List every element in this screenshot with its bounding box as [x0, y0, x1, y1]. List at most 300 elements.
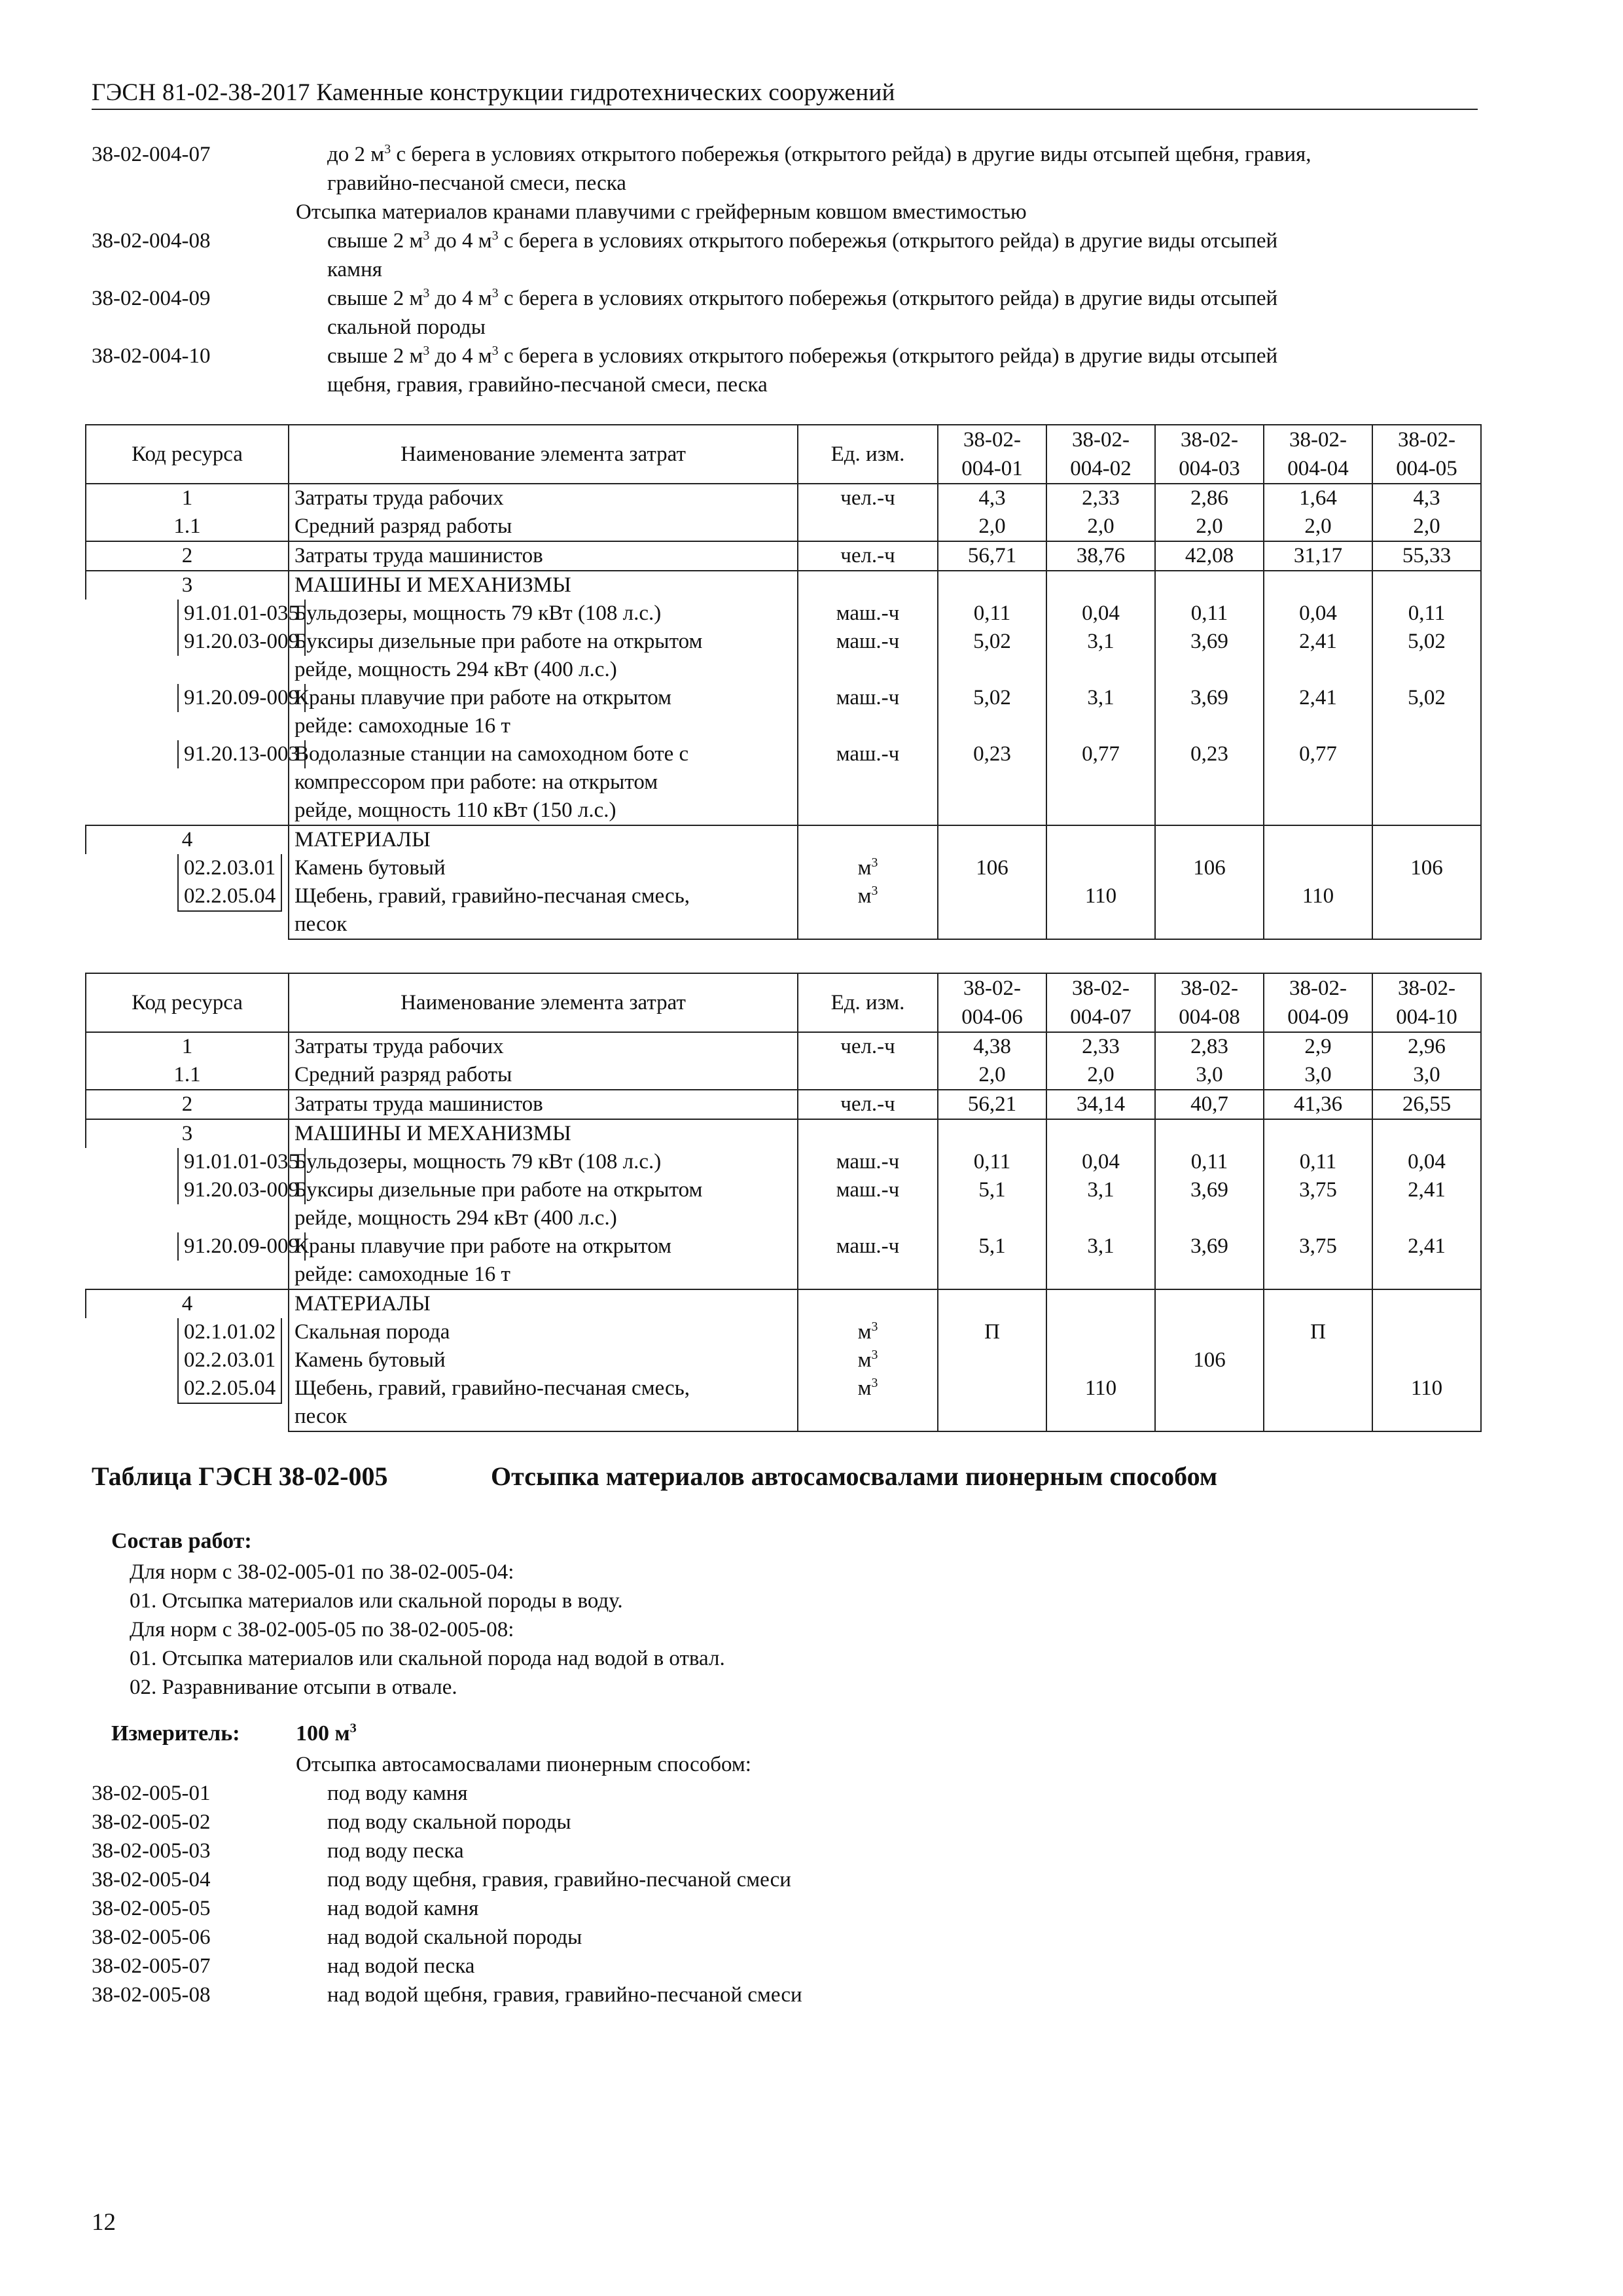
cell-text-line: Камень бутовый — [294, 856, 446, 880]
cell-resource-code: 2 — [86, 541, 289, 571]
cell-resource-code: 91.20.09-009 — [177, 1232, 306, 1261]
document-header: ГЭСН 81-02-38-2017 Каменные конструкции гидротехнических сооружений — [92, 79, 895, 106]
cell-value — [1264, 1289, 1372, 1318]
cell-value: 2,33 — [1046, 1032, 1155, 1061]
cell-text-line: МАТЕРИАЛЫ — [294, 828, 431, 852]
cell-unit: чел.-ч — [798, 541, 938, 571]
cell-cost-element — [289, 541, 798, 571]
cell-unit: $м^3$ — [798, 1318, 938, 1346]
cell-text-line: Затраты труда рабочих — [294, 1035, 504, 1058]
resource-table-2 — [85, 973, 1482, 1432]
cell-value — [1155, 1318, 1264, 1346]
cell-text-line: рейде, мощность 110 кВт (150 л.с.) — [294, 798, 616, 822]
intro-item — [0, 226, 1623, 284]
header-norm-line1: 38-02- — [1072, 977, 1130, 1000]
cell-value: 3,0 — [1372, 1061, 1481, 1090]
table-title — [92, 1461, 1218, 1492]
cell-text-line: рейде, мощность 294 кВт (400 л.с.) — [294, 1206, 617, 1230]
cell-cost-element — [289, 1374, 798, 1431]
cell-unit — [798, 512, 938, 541]
intro-list — [0, 140, 1623, 399]
header-norm-column — [1155, 973, 1264, 1032]
work-line: Для норм с 38-02-005-01 по 38-02-005-04: — [130, 1560, 514, 1584]
cell-value: 3,75 — [1264, 1176, 1372, 1232]
header-norm-line1: 38-02- — [1289, 977, 1347, 1000]
cell-value — [938, 825, 1046, 854]
table-row — [86, 484, 1481, 512]
cell-cost-element — [289, 684, 798, 740]
header-norm-line2: 004-02 — [1070, 457, 1132, 480]
cell-unit: маш.-ч — [798, 740, 938, 825]
norm-list — [0, 1750, 1623, 2009]
measure-label: Измеритель: — [111, 1721, 240, 1746]
cell-resource-code: 3 — [86, 571, 289, 600]
cell-value: 110 — [1046, 882, 1155, 939]
header-norm-line2: 004-08 — [1179, 1005, 1240, 1029]
norm-code: 38-02-005-01 — [92, 1782, 211, 1805]
cell-value: 2,41 — [1264, 684, 1372, 740]
cell-text-line: песок — [294, 1405, 348, 1428]
cell-cost-element — [289, 484, 798, 512]
cell-text-line: Бульдозеры, мощность 79 кВт (108 л.с.) — [294, 601, 662, 625]
cell-value: 2,41 — [1372, 1232, 1481, 1289]
cell-value: 26,55 — [1372, 1090, 1481, 1119]
cell-value — [1372, 1289, 1481, 1318]
cell-value: 4,3 — [1372, 484, 1481, 512]
table-row — [86, 882, 1481, 939]
cell-resource-code: 02.2.05.04 — [177, 1374, 282, 1404]
cell-value — [1046, 825, 1155, 854]
measure-value: 100 $м^3$ — [296, 1721, 357, 1746]
header-norm-column — [1264, 425, 1372, 484]
cell-value — [1264, 571, 1372, 600]
norm-desc-line2: скальной породы — [327, 315, 486, 339]
cell-text-line: МАШИНЫ И МЕХАНИЗМЫ — [294, 573, 571, 597]
cell-value: 110 — [1046, 1374, 1155, 1431]
cell-value: 5,1 — [938, 1232, 1046, 1289]
header-norm-line2: 004-09 — [1287, 1005, 1349, 1029]
cell-resource-code: 2 — [86, 1090, 289, 1119]
header-norm-line1: 38-02- — [1181, 428, 1238, 452]
norm-desc: под воду камня — [327, 1782, 468, 1805]
cell-value: 5,02 — [938, 628, 1046, 684]
cell-text-line: песок — [294, 912, 348, 936]
cell-unit — [798, 571, 938, 600]
cell-value — [938, 1374, 1046, 1431]
norm-code: 38-02-005-08 — [92, 1983, 211, 2007]
cell-value: П — [1264, 1318, 1372, 1346]
norm-desc-line1: свыше 2 $м^3$ до 4 $м^3$ с берега в условиях открытого побережья (открытого рейда) в другие виды отсыпей — [327, 344, 1278, 368]
table-row — [86, 1061, 1481, 1090]
cell-value — [1155, 571, 1264, 600]
header-norm-line1: 38-02- — [1398, 977, 1455, 1000]
cell-value: 2,0 — [1046, 1061, 1155, 1090]
cell-value: 0,23 — [1155, 740, 1264, 825]
cell-text-line: рейде, мощность 294 кВт (400 л.с.) — [294, 658, 617, 681]
cell-value: 2,0 — [1372, 512, 1481, 541]
intro-item — [0, 284, 1623, 342]
cell-value: 5,02 — [1372, 628, 1481, 684]
cell-cost-element — [289, 1232, 798, 1289]
cell-value: 31,17 — [1264, 541, 1372, 571]
norm-desc: над водой камня — [327, 1897, 479, 1920]
cell-value — [1264, 1119, 1372, 1148]
table-row — [86, 1232, 1481, 1289]
cell-value: 106 — [1155, 1346, 1264, 1374]
cell-resource-code: 91.20.03-009 — [177, 1176, 306, 1204]
header-norm-line2: 004-01 — [961, 457, 1023, 480]
norm-code: 38-02-005-05 — [92, 1897, 211, 1920]
cell-value: 3,1 — [1046, 684, 1155, 740]
cell-unit: чел.-ч — [798, 1090, 938, 1119]
cell-cost-element — [289, 1119, 798, 1148]
header-norm-column — [1046, 425, 1155, 484]
cell-value — [1046, 854, 1155, 882]
cell-text-line: МАШИНЫ И МЕХАНИЗМЫ — [294, 1122, 571, 1145]
cell-cost-element — [289, 628, 798, 684]
norm-code: 38-02-005-02 — [92, 1810, 211, 1834]
header-name: Наименование элемента затрат — [289, 425, 798, 484]
cell-text-line: Затраты труда машинистов — [294, 1092, 543, 1116]
cell-resource-code: 91.01.01-035 — [177, 1148, 306, 1176]
cell-value: 2,0 — [1155, 512, 1264, 541]
cell-cost-element — [289, 600, 798, 628]
norm-desc: над водой скальной породы — [327, 1926, 582, 1949]
cell-value: 3,1 — [1046, 1232, 1155, 1289]
cell-value: 56,21 — [938, 1090, 1046, 1119]
subheading-text: Отсыпка автосамосвалами пионерным способом: — [296, 1753, 751, 1776]
cell-value — [1046, 1346, 1155, 1374]
cell-text-line: Затраты труда машинистов — [294, 544, 543, 567]
cell-unit: маш.-ч — [798, 628, 938, 684]
cell-value — [1372, 740, 1481, 825]
cell-resource-code: 1.1 — [86, 512, 289, 541]
cell-value — [1046, 1318, 1155, 1346]
norm-desc: под воду скальной породы — [327, 1810, 571, 1834]
header-norm-line1: 38-02- — [1181, 977, 1238, 1000]
work-line: 01. Отсыпка материалов или скальной породы в воду. — [130, 1589, 623, 1613]
cell-unit: $м^3$ — [798, 1346, 938, 1374]
cell-value: 0,11 — [1264, 1148, 1372, 1176]
norm-code: 38-02-004-07 — [92, 143, 211, 166]
cell-unit: маш.-ч — [798, 1176, 938, 1232]
cell-unit: чел.-ч — [798, 1032, 938, 1061]
cell-value: 56,71 — [938, 541, 1046, 571]
cell-text-line: МАТЕРИАЛЫ — [294, 1292, 431, 1316]
cell-value: 0,11 — [1372, 600, 1481, 628]
table-row — [86, 571, 1481, 600]
cell-cost-element — [289, 825, 798, 854]
header-name: Наименование элемента затрат — [289, 973, 798, 1032]
header-norm-line2: 004-03 — [1179, 457, 1240, 480]
cell-value — [1046, 1119, 1155, 1148]
cell-unit: $м^3$ — [798, 854, 938, 882]
cell-value: 0,77 — [1046, 740, 1155, 825]
cell-text-line: Краны плавучие при работе на открытом — [294, 686, 672, 709]
norm-item — [0, 1952, 1623, 1981]
norm-code: 38-02-005-04 — [92, 1868, 211, 1892]
cell-value — [1264, 854, 1372, 882]
cell-value — [938, 1119, 1046, 1148]
header-rule — [92, 109, 1478, 110]
intro-item — [0, 342, 1623, 399]
cell-cost-element — [289, 1346, 798, 1374]
cell-value: 3,75 — [1264, 1232, 1372, 1289]
cell-value: 3,0 — [1155, 1061, 1264, 1090]
header-norm-line2: 004-07 — [1070, 1005, 1132, 1029]
cell-text-line: Краны плавучие при работе на открытом — [294, 1234, 672, 1258]
cell-cost-element — [289, 1148, 798, 1176]
norm-desc-line2: камня — [327, 258, 382, 281]
cell-value: 2,0 — [938, 512, 1046, 541]
norm-code: 38-02-005-06 — [92, 1926, 211, 1949]
cell-unit: маш.-ч — [798, 600, 938, 628]
cell-value: 0,04 — [1046, 1148, 1155, 1176]
cell-value — [938, 1289, 1046, 1318]
norm-code: 38-02-005-03 — [92, 1839, 211, 1863]
table-row — [86, 628, 1481, 684]
norm-code: 38-02-005-07 — [92, 1954, 211, 1978]
cell-text-line: Бульдозеры, мощность 79 кВт (108 л.с.) — [294, 1150, 662, 1174]
cell-value — [1046, 571, 1155, 600]
norm-desc-line2: гравийно-песчаной смеси, песка — [327, 171, 626, 195]
norm-desc-line1: до 2 $м^3$ с берега в условиях открытого побережья (открытого рейда) в другие виды отсыпей щебня, гравия, — [327, 142, 1311, 166]
cell-value: 3,1 — [1046, 1176, 1155, 1232]
header-norm-line2: 004-10 — [1396, 1005, 1457, 1029]
cell-value: 3,1 — [1046, 628, 1155, 684]
header-norm-line2: 004-06 — [961, 1005, 1023, 1029]
cell-value: 2,96 — [1372, 1032, 1481, 1061]
table-row — [86, 1119, 1481, 1148]
norm-desc: над водой песка — [327, 1954, 475, 1978]
cell-value: 0,11 — [938, 600, 1046, 628]
cell-value: 106 — [1155, 854, 1264, 882]
table-header-row — [86, 425, 1481, 484]
cell-value — [938, 1346, 1046, 1374]
cell-value: 34,14 — [1046, 1090, 1155, 1119]
cell-value: 5,1 — [938, 1176, 1046, 1232]
cell-value: 110 — [1264, 882, 1372, 939]
cell-text-line: Скальная порода — [294, 1320, 450, 1344]
norm-item — [0, 1865, 1623, 1894]
intro-item — [0, 140, 1623, 198]
header-unit: Ед. изм. — [798, 973, 938, 1032]
cell-cost-element — [289, 1176, 798, 1232]
norm-desc-line1: свыше 2 $м^3$ до 4 $м^3$ с берега в условиях открытого побережья (открытого рейда) в другие виды отсыпей — [327, 228, 1278, 253]
cell-cost-element — [289, 1061, 798, 1090]
cell-resource-code: 3 — [86, 1119, 289, 1148]
header-norm-line2: 004-05 — [1396, 457, 1457, 480]
cell-resource-code: 02.2.03.01 — [177, 854, 282, 882]
cell-cost-element — [289, 571, 798, 600]
norm-item — [0, 1923, 1623, 1952]
cell-unit: чел.-ч — [798, 484, 938, 512]
cell-resource-code: 02.2.03.01 — [177, 1346, 282, 1374]
work-composition-heading: Состав работ: — [111, 1529, 252, 1553]
cell-unit — [798, 1119, 938, 1148]
cell-value: 5,02 — [938, 684, 1046, 740]
cell-text-line: Буксиры дизельные при работе на открытом — [294, 1178, 703, 1202]
cell-unit: маш.-ч — [798, 1232, 938, 1289]
table-row — [86, 740, 1481, 825]
table-name: Отсыпка материалов автосамосвалами пионерным способом — [491, 1462, 1218, 1491]
table-row — [86, 1090, 1481, 1119]
norm-desc: под воду песка — [327, 1839, 464, 1863]
cell-resource-code: 1 — [86, 484, 289, 512]
cell-value: 3,69 — [1155, 1232, 1264, 1289]
cell-value — [1372, 1119, 1481, 1148]
header-norm-column — [1264, 973, 1372, 1032]
cell-value — [1155, 1289, 1264, 1318]
header-norm-line1: 38-02- — [1072, 428, 1130, 452]
header-code: Код ресурса — [86, 973, 289, 1032]
cell-text-line: Водолазные станции на самоходном боте с — [294, 742, 689, 766]
header-norm-line1: 38-02- — [1289, 428, 1347, 452]
cell-value: 0,23 — [938, 740, 1046, 825]
cell-value: 0,04 — [1264, 600, 1372, 628]
table-row — [86, 854, 1481, 882]
cell-value — [1264, 1374, 1372, 1431]
header-norm-column — [1372, 425, 1481, 484]
cell-text-line: Буксиры дизельные при работе на открытом — [294, 630, 703, 653]
table-row — [86, 1032, 1481, 1061]
cell-value — [1046, 1289, 1155, 1318]
cell-value: 41,36 — [1264, 1090, 1372, 1119]
cell-value: 1,64 — [1264, 484, 1372, 512]
header-code: Код ресурса — [86, 425, 289, 484]
cell-value — [1372, 571, 1481, 600]
cell-value — [1372, 882, 1481, 939]
work-line: 01. Отсыпка материалов или скальной порода над водой в отвал. — [130, 1647, 725, 1670]
resource-table-1 — [85, 424, 1482, 940]
norm-desc: над водой щебня, гравия, гравийно-песчаной смеси — [327, 1983, 802, 2007]
header-norm-line1: 38-02- — [963, 977, 1021, 1000]
cell-text-line: компрессором при работе: на открытом — [294, 770, 658, 794]
header-norm-column — [938, 973, 1046, 1032]
cell-resource-code: 91.20.09-009 — [177, 684, 306, 712]
header-norm-line1: 38-02- — [1398, 428, 1455, 452]
table-row — [86, 1318, 1481, 1346]
norm-code: 38-02-004-08 — [92, 229, 211, 253]
norm-item — [0, 1808, 1623, 1837]
norm-desc-line2: щебня, гравия, гравийно-песчаной смеси, песка — [327, 373, 768, 397]
cell-value — [1372, 825, 1481, 854]
subheading-text: Отсыпка материалов кранами плавучими с грейферным ковшом вместимостью — [296, 200, 1027, 224]
cell-value: 55,33 — [1372, 541, 1481, 571]
page-number: 12 — [92, 2209, 116, 2236]
cell-unit — [798, 1061, 938, 1090]
cell-resource-code: 02.1.01.02 — [177, 1318, 282, 1346]
cell-value: 106 — [938, 854, 1046, 882]
cell-cost-element — [289, 512, 798, 541]
cell-value: 2,41 — [1372, 1176, 1481, 1232]
cell-value: 2,86 — [1155, 484, 1264, 512]
cell-value: 3,69 — [1155, 628, 1264, 684]
cell-value: 2,33 — [1046, 484, 1155, 512]
cell-value: 0,04 — [1046, 600, 1155, 628]
intro-subheading — [0, 198, 1623, 226]
table-row — [86, 1346, 1481, 1374]
cell-resource-code: 4 — [86, 825, 289, 854]
cell-value: 4,38 — [938, 1032, 1046, 1061]
cell-value: 0,11 — [1155, 600, 1264, 628]
cell-cost-element — [289, 1318, 798, 1346]
cell-value: 40,7 — [1155, 1090, 1264, 1119]
cell-value — [1155, 1119, 1264, 1148]
norm-item — [0, 1779, 1623, 1808]
norm-item — [0, 1894, 1623, 1923]
cell-value: 5,02 — [1372, 684, 1481, 740]
cell-cost-element — [289, 1032, 798, 1061]
cell-text-line: Затраты труда рабочих — [294, 486, 504, 510]
cell-text-line: Щебень, гравий, гравийно-песчаная смесь, — [294, 1376, 690, 1400]
cell-value: 4,3 — [938, 484, 1046, 512]
table-row — [86, 1148, 1481, 1176]
header-norm-line2: 004-04 — [1287, 457, 1349, 480]
cell-resource-code: 1.1 — [86, 1061, 289, 1090]
cell-text-line: рейде: самоходные 16 т — [294, 1263, 510, 1286]
cell-text-line: Средний разряд работы — [294, 1063, 512, 1086]
cell-resource-code: 91.20.03-009 — [177, 628, 306, 656]
header-norm-column — [1372, 973, 1481, 1032]
cell-value: 110 — [1372, 1374, 1481, 1431]
cell-cost-element — [289, 1289, 798, 1318]
cell-value: 0,77 — [1264, 740, 1372, 825]
header-norm-line1: 38-02- — [963, 428, 1021, 452]
cell-value: 2,0 — [1264, 512, 1372, 541]
cell-value — [1264, 825, 1372, 854]
norm-code: 38-02-004-09 — [92, 287, 211, 310]
cell-value: 38,76 — [1046, 541, 1155, 571]
header-norm-column — [1155, 425, 1264, 484]
table-header-row — [86, 973, 1481, 1032]
cell-resource-code: 91.20.13-003 — [177, 740, 306, 768]
norm-subheading — [0, 1750, 1623, 1779]
cell-value: 3,0 — [1264, 1061, 1372, 1090]
cell-text-line: Камень бутовый — [294, 1348, 446, 1372]
cell-text-line: Средний разряд работы — [294, 514, 512, 538]
header-norm-column — [938, 425, 1046, 484]
table-row — [86, 541, 1481, 571]
cell-resource-code: 1 — [86, 1032, 289, 1061]
norm-item — [0, 1981, 1623, 2009]
cell-unit — [798, 1289, 938, 1318]
cell-value: 106 — [1372, 854, 1481, 882]
work-line: Для норм с 38-02-005-05 по 38-02-005-08: — [130, 1618, 514, 1641]
cell-value — [1155, 825, 1264, 854]
cell-value — [938, 882, 1046, 939]
table-row — [86, 1176, 1481, 1232]
cell-value — [1264, 1346, 1372, 1374]
cell-cost-element — [289, 740, 798, 825]
cell-cost-element — [289, 854, 798, 882]
cell-value — [1155, 1374, 1264, 1431]
norm-item — [0, 1837, 1623, 1865]
cell-unit: $м^3$ — [798, 882, 938, 939]
cell-value: П — [938, 1318, 1046, 1346]
table-row — [86, 684, 1481, 740]
cell-value — [938, 571, 1046, 600]
work-line: 02. Разравнивание отсыпи в отвале. — [130, 1676, 457, 1699]
cell-unit: маш.-ч — [798, 1148, 938, 1176]
cell-resource-code: 02.2.05.04 — [177, 882, 282, 912]
cell-resource-code: 91.01.01-035 — [177, 600, 306, 628]
cell-value — [1372, 1318, 1481, 1346]
cell-cost-element — [289, 882, 798, 939]
cell-value: 3,69 — [1155, 1176, 1264, 1232]
cell-value: 0,11 — [1155, 1148, 1264, 1176]
cell-unit — [798, 825, 938, 854]
